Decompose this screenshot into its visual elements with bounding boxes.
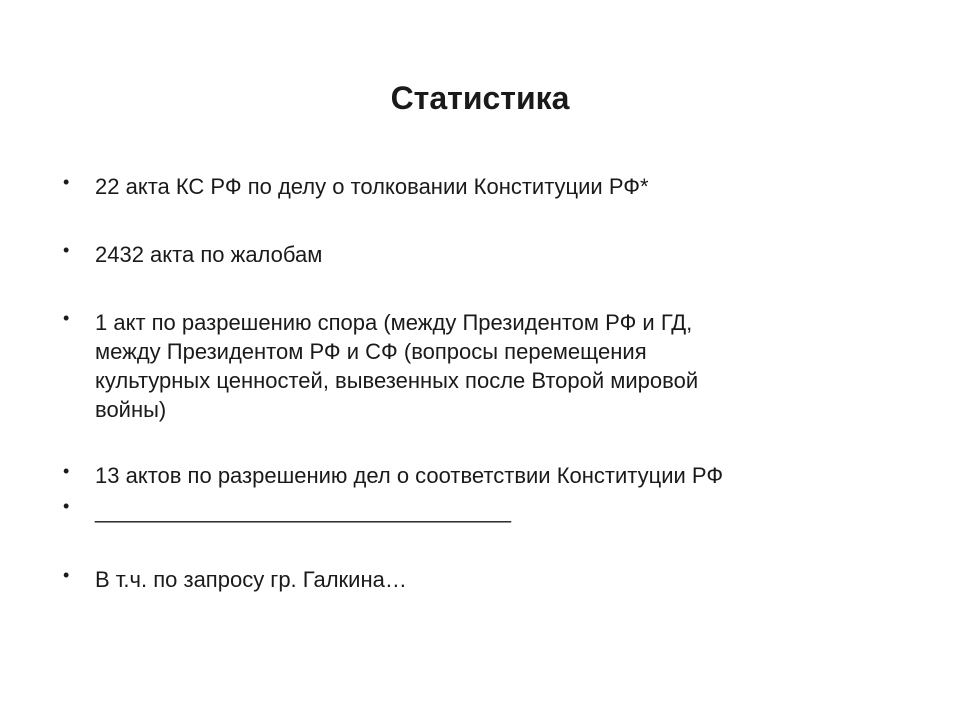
list-item-text: 1 акт по разрешению спора (между Президентом РФ и ГД, между Президентом РФ и СФ (вопросы перемещения культурных ценностей, вывезенных после Второй мировой войны) bbox=[95, 310, 699, 422]
bullet-icon: • bbox=[63, 565, 70, 585]
list-item-text: 13 актов по разрешению дел о соответствии Конституции РФ bbox=[95, 463, 724, 488]
slide-title: Статистика bbox=[390, 80, 570, 116]
list-item-text: __________________________________ bbox=[95, 498, 512, 523]
bullet-icon: • bbox=[63, 308, 70, 328]
list-item-text: 2432 акта по жалобам bbox=[95, 242, 323, 267]
bullet-icon: • bbox=[63, 496, 70, 516]
bullet-icon: • bbox=[63, 172, 70, 192]
list-item-text: 22 акта КС РФ по делу о толковании Конституции РФ* bbox=[95, 174, 649, 199]
bullet-icon: • bbox=[63, 461, 70, 481]
list-item-text: В т.ч. по запросу гр. Галкина… bbox=[95, 567, 407, 592]
bullet-icon: • bbox=[63, 240, 70, 260]
